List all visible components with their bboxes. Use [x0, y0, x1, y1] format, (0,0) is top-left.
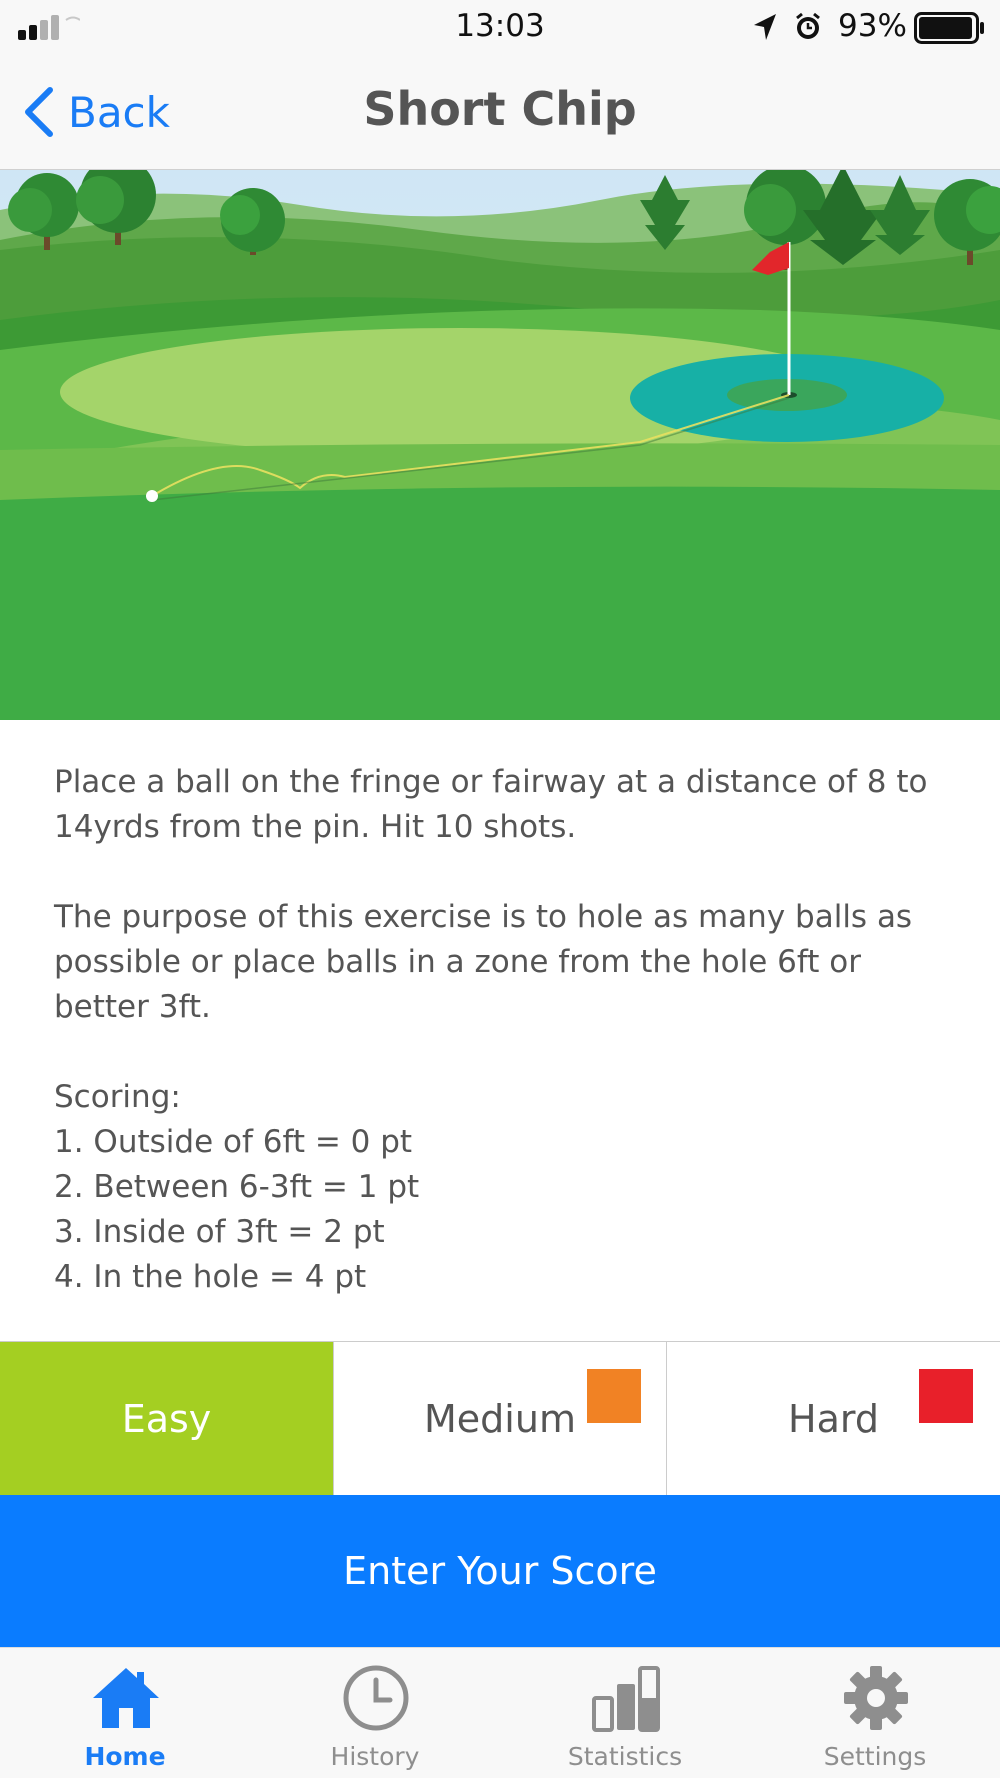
- description-paragraph-2: The purpose of this exercise is to hole as many balls as possible or place balls in a zone from the hole 6ft or better 3ft.: [54, 899, 913, 1025]
- description-paragraph-1: Place a ball on the fringe or fairway at a distance of 8 to 14yrds from the pin. Hit 10 shots.: [54, 764, 928, 845]
- difficulty-hard-label: Hard: [788, 1396, 879, 1441]
- scoring-item: 4. In the hole = 4 pt: [54, 1259, 367, 1295]
- tab-statistics-label: Statistics: [567, 1742, 683, 1771]
- scoring-item: 3. Inside of 3ft = 2 pt: [54, 1214, 385, 1250]
- difficulty-medium-button[interactable]: [333, 1342, 667, 1495]
- medium-color-swatch: [587, 1369, 641, 1423]
- golf-ball-icon: [146, 490, 158, 502]
- navigation-bar: [0, 54, 1000, 170]
- home-icon: [90, 1662, 162, 1734]
- battery-percentage: 93%: [838, 8, 907, 44]
- scoring-item: 1. Outside of 6ft = 0 pt: [54, 1124, 413, 1160]
- status-time: 13:03: [455, 8, 545, 44]
- golf-course-illustration: [0, 170, 1000, 720]
- difficulty-selector: [0, 1341, 1000, 1495]
- scoring-section: [54, 1075, 954, 1300]
- difficulty-easy-button[interactable]: [0, 1342, 333, 1495]
- battery-icon: [914, 12, 986, 44]
- hard-color-swatch: [919, 1369, 973, 1423]
- tab-statistics[interactable]: [500, 1648, 750, 1778]
- location-arrow-icon: [752, 12, 778, 42]
- bar-chart-icon: [590, 1662, 662, 1734]
- tab-settings-label: Settings: [823, 1742, 927, 1771]
- tab-bar: [0, 1647, 1000, 1778]
- gear-icon: [840, 1662, 912, 1734]
- status-bar: [0, 0, 1000, 54]
- difficulty-hard-button[interactable]: [667, 1342, 1000, 1495]
- scoring-title: Scoring:: [54, 1079, 181, 1115]
- tab-history-label: History: [330, 1742, 420, 1771]
- drill-description: [54, 760, 954, 1300]
- scoring-item: 2. Between 6-3ft = 1 pt: [54, 1169, 420, 1205]
- clock-icon: [340, 1662, 412, 1734]
- alarm-clock-icon: [794, 12, 822, 42]
- tab-home[interactable]: [0, 1648, 250, 1778]
- back-label: Back: [68, 87, 170, 137]
- difficulty-medium-label: Medium: [424, 1396, 576, 1441]
- tab-history[interactable]: [250, 1648, 500, 1778]
- hero-illustration: [0, 170, 1000, 720]
- page-title: Short Chip: [363, 82, 637, 136]
- tab-settings[interactable]: [750, 1648, 1000, 1778]
- enter-score-button[interactable]: [0, 1495, 1000, 1647]
- enter-score-label: Enter Your Score: [343, 1549, 657, 1593]
- tab-home-label: Home: [84, 1742, 166, 1771]
- difficulty-easy-label: Easy: [121, 1396, 212, 1441]
